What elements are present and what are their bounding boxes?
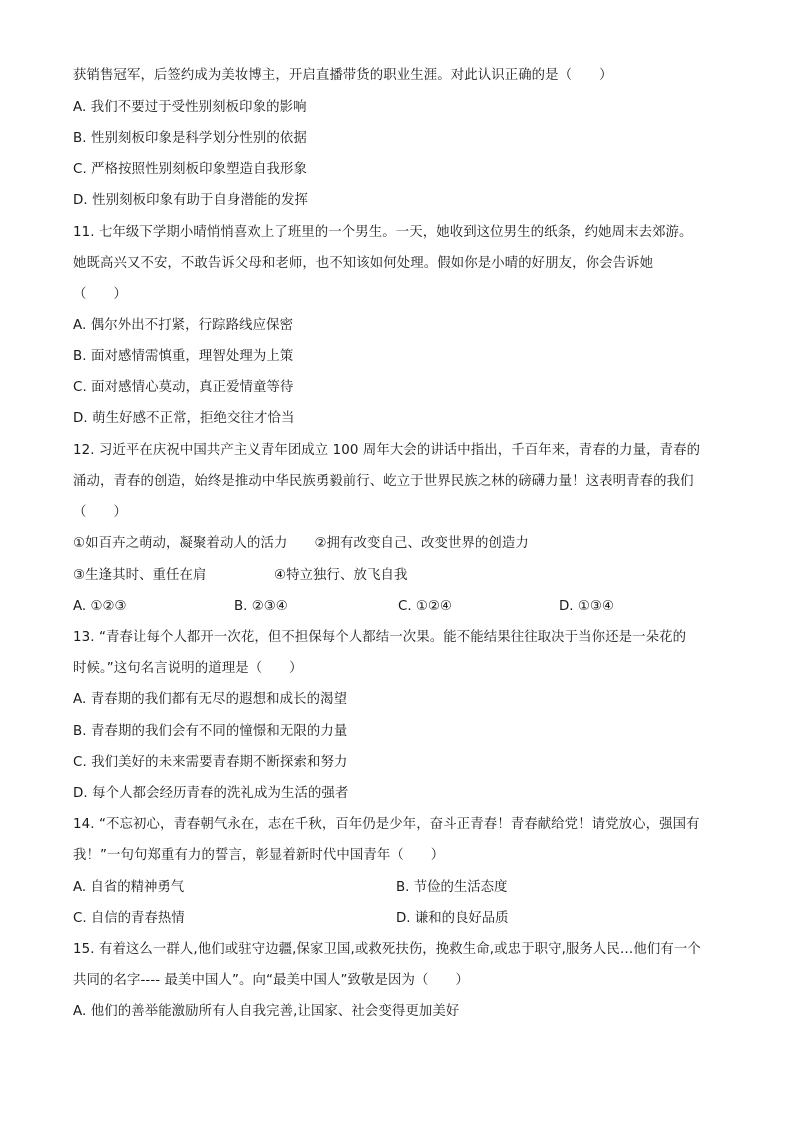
q13-stem-line1: 13. “青春让每个人都开一次花，但不担保每个人都结一次果。能不能结果往往取决于当你还是一朵花的 — [73, 630, 687, 645]
q12-options — [73, 598, 733, 616]
q12-option-b: B. ②③④ — [234, 599, 288, 614]
q12-statements-1-2: ①如百卉之萌动，凝聚着动人的活力 ②拥有改变自己、改变世界的创造力 — [73, 536, 529, 551]
q12-statements-3-4: ③生逢其时、重任在肩 ④特立独行、放飞自我 — [73, 568, 408, 583]
q14-option-a: A. 自省的精神勇气 — [73, 880, 185, 895]
q15-stem-line1: 15. 有着这么一群人,他们或驻守边疆,保家卫国,或救死扶伤，挽救生命,或忠于职守,服务人民…他们有一个 — [73, 942, 701, 957]
q11-stem-line1: 11. 七年级下学期小晴悄悄喜欢上了班里的一个男生。一天，她收到这位男生的纸条，约她周末去郊游。 — [73, 225, 693, 240]
q12-option-d: D. ①③④ — [559, 599, 614, 614]
q11-option-b: B. 面对感情需慎重，理智处理为上策 — [73, 349, 294, 364]
q11-stem-line2: 她既高兴又不安，不敢告诉父母和老师，也不知该如何处理。假如你是小晴的好朋友，你会告诉她 — [73, 256, 654, 271]
q12-option-a: A. ①②③ — [73, 599, 127, 614]
q13-option-a: A. 青春期的我们都有无尽的遐想和成长的渴望 — [73, 692, 348, 707]
q14-stem-line1: 14. “不忘初心，青春朝气永在，志在千秋，百年仍是少年，奋斗正青春！青春献给党！请党放心，强国有 — [73, 817, 700, 832]
q10-option-a: A. 我们不要过于受性别刻板印象的影响 — [73, 100, 307, 115]
q14-option-b: B. 节俭的生活态度 — [396, 880, 508, 895]
q12-stem-line1: 12. 习近平在庆祝中国共产主义青年团成立 100 周年大会的讲话中指出，千百年来，青春的力量，青春的 — [73, 443, 701, 458]
q12-stem-line2: 涌动，青春的创造，始终是推动中华民族勇毅前行、屹立于世界民族之林的磅礴力量！这表明青春的我们 — [73, 474, 694, 489]
q10-option-b: B. 性别刻板印象是科学划分性别的依据 — [73, 131, 307, 146]
q12-answer-blank: （ ） — [73, 505, 127, 520]
q14-options-row1 — [73, 879, 733, 897]
q11-answer-blank: （ ） — [73, 287, 127, 302]
q14-option-d: D. 谦和的良好品质 — [396, 911, 509, 926]
q15-stem-line2: 共同的名字---- 最美中国人”。向“最美中国人”致敬是因为（ ） — [73, 973, 469, 988]
q11-option-d: D. 萌生好感不正常，拒绝交往才恰当 — [73, 411, 295, 426]
q14-stem-line2: 我！”一句句郑重有力的誓言，彰显着新时代中国青年（ ） — [73, 848, 445, 863]
q14-option-c: C. 自信的青春热情 — [73, 911, 185, 926]
q11-option-a: A. 偶尔外出不打紧，行踪路线应保密 — [73, 318, 294, 333]
q13-option-d: D. 每个人都会经历青春的洗礼成为生活的强者 — [73, 786, 349, 801]
q12-option-c: C. ①②④ — [398, 599, 452, 614]
q10-option-d: D. 性别刻板印象有助于自身潜能的发挥 — [73, 193, 308, 208]
q15-option-a: A. 他们的善举能激励所有人自我完善,让国家、社会变得更加美好 — [73, 1004, 460, 1019]
q11-option-c: C. 面对感情心莫动，真正爱情童等待 — [73, 380, 294, 395]
q14-options-row2 — [73, 910, 733, 928]
q13-option-c: C. 我们美好的未来需要青春期不断探索和努力 — [73, 755, 348, 770]
q10-stem-continued: 获销售冠军，后签约成为美妆博主，开启直播带货的职业生涯。对此认识正确的是（ ） — [73, 68, 613, 83]
q13-stem-line2: 时候。”这句名言说明的道理是（ ） — [73, 661, 303, 676]
q13-option-b: B. 青春期的我们会有不同的憧憬和无限的力量 — [73, 724, 348, 739]
q10-option-c: C. 严格按照性别刻板印象塑造自我形象 — [73, 162, 308, 177]
